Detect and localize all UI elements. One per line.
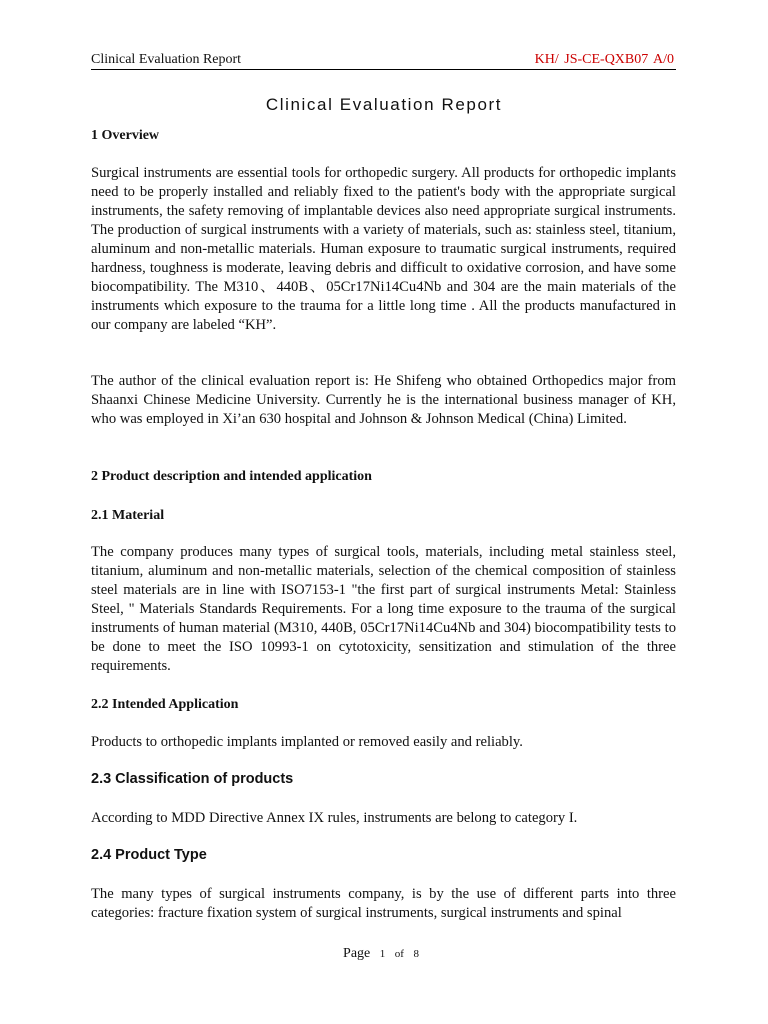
page-of-label: of [394, 948, 404, 960]
section-classification-heading: 2.3 Classification of products [91, 771, 294, 787]
page-footer [0, 946, 768, 962]
section-product-type-heading: 2.4 Product Type [91, 847, 207, 863]
overview-paragraph-2: The author of the clinical evaluation report is: He Shifeng who obtained Orthopedics major from Shaanxi Chinese Medicine University. Currently he is the international business manager of KH, who was employed in Xi’an 630 hospital and Johnson & Johnson Medical (China) Limited. [91, 373, 676, 427]
section-material-heading: 2.1 Material [91, 508, 165, 523]
classification-paragraph: According to MDD Directive Annex IX rules, instruments are belong to category I. [91, 810, 578, 826]
page-number: 1 [379, 948, 386, 960]
header-doc-title: Clinical Evaluation Report [91, 52, 242, 67]
material-paragraph: The company produces many types of surgical tools, materials, including metal stainless steel, titanium, aluminum and non-metallic materials, selection of the chemical composition of stainless steel materials are in line with ISO7153-1 "the first part of surgical instruments Metal: Stainless Steel, " Materials Standards Requirements. For a long time exposure to the trauma of the surgical instruments of human material (M310, 440B, 05Cr17Ni14Cu4Nb and 304) biocompatibility tests to be done to meet the ISO 10993-1 on cytotoxicity, sensitization and stimulation of the three requirements. [91, 544, 676, 674]
header-doc-code: KH/ JS-CE-QXB07 A/0 [534, 52, 674, 67]
section-2-heading: 2 Product description and intended application [91, 469, 372, 484]
section-intended-heading: 2.2 Intended Application [91, 697, 239, 712]
document-title: Clinical Evaluation Report [265, 95, 503, 114]
page-total: 8 [413, 948, 419, 960]
intended-paragraph: Products to orthopedic implants implanted or removed easily and reliably. [91, 734, 523, 750]
page-header [91, 51, 676, 70]
product-type-paragraph: The many types of surgical instruments company, is by the use of different parts into three categories: fracture fixation system of surgical instruments, surgical instruments and spinal [91, 886, 676, 921]
page-label: Page [343, 946, 371, 961]
section-overview-heading: 1 Overview [91, 128, 160, 143]
overview-paragraph-1: Surgical instruments are essential tools for orthopedic surgery. All products for orthopedic implants need to be properly installed and reliably fixed to the patient's body with the appropriate surgical instruments, the safety removing of implantable devices also need appropriate surgical instruments. The production of surgical instruments with a variety of materials, such as: stainless steel, titanium, aluminum and non-metallic materials. Human exposure to traumatic surgical instruments, required hardness, toughness is moderate, leaving debris and difficult to oxidative corrosion, and have some biocompatibility. The M310、440B、05Cr17Ni14Cu4Nb and 304 are the main materials of the instruments which exposure to the trauma for a little long time . All the products manufactured in our company are labeled “KH”. [91, 165, 676, 333]
